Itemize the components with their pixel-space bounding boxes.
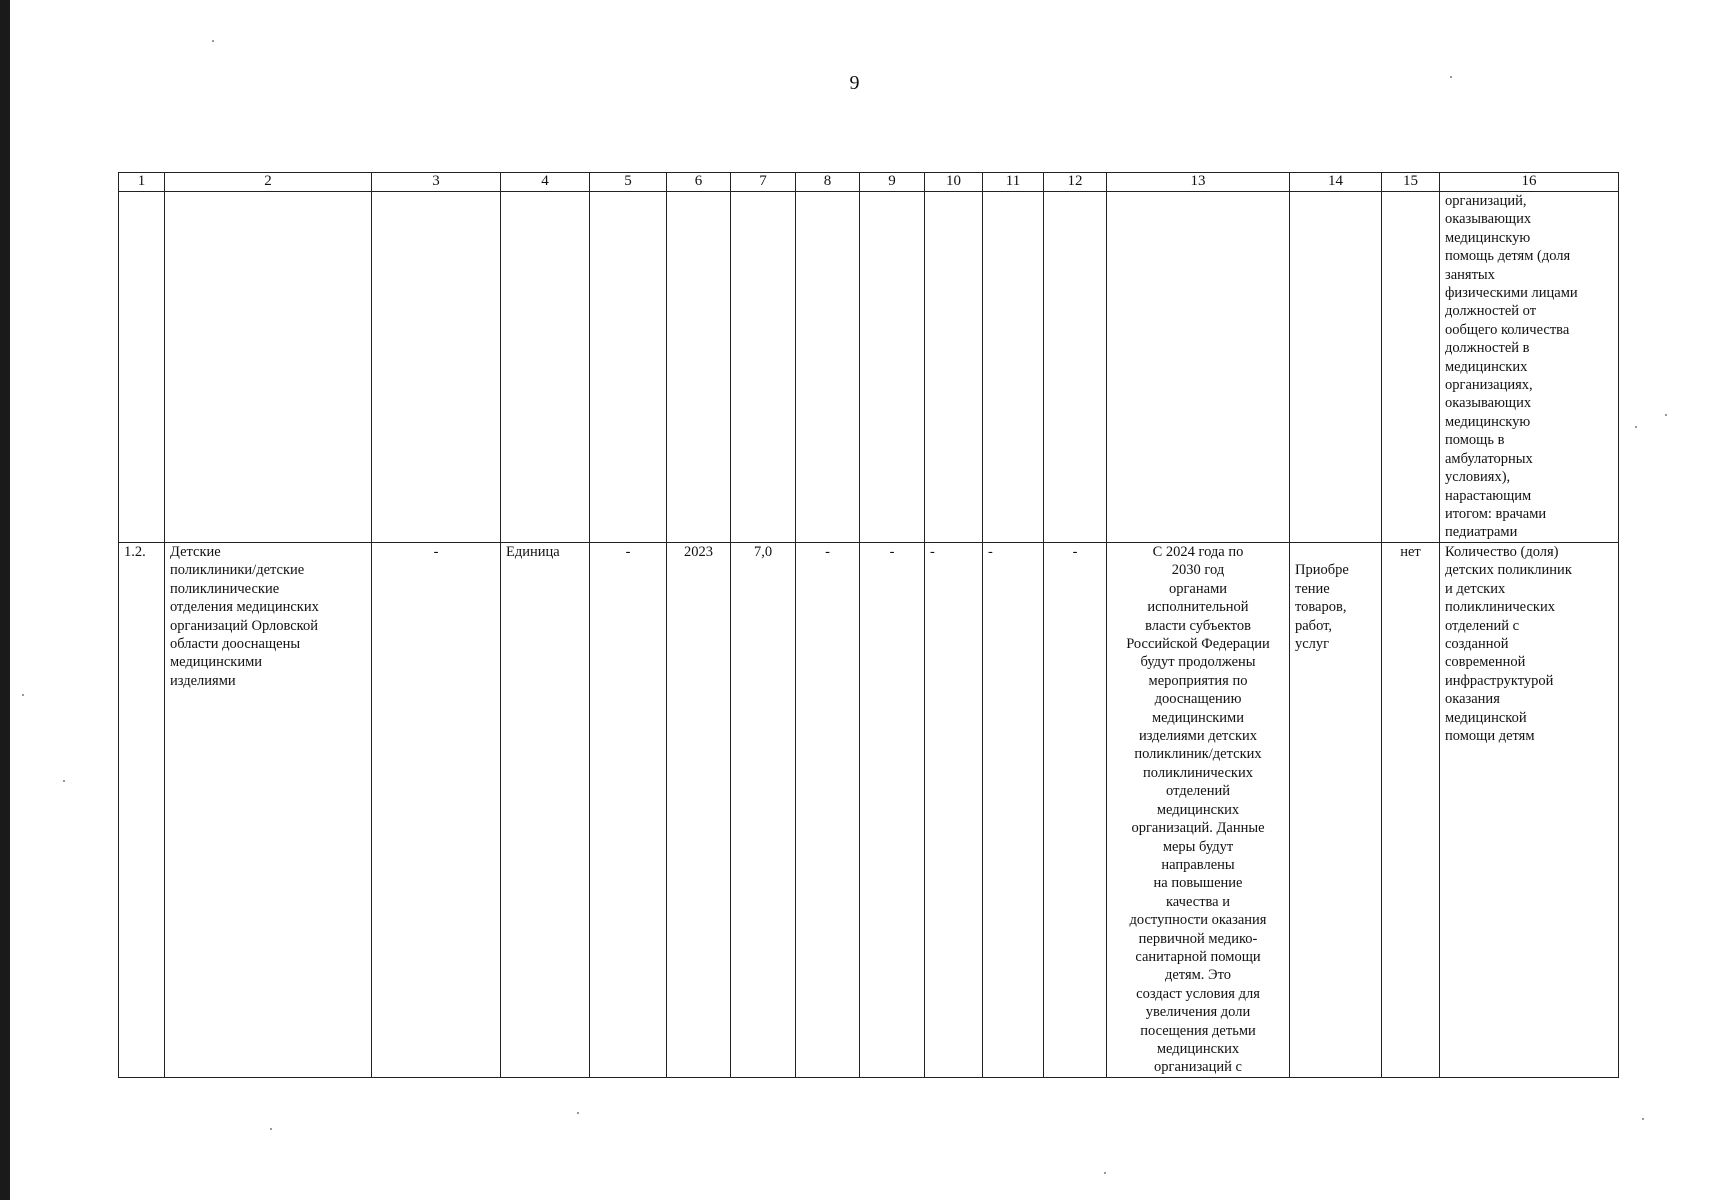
- column-number-row: [119, 173, 1619, 192]
- header-col-13: 13: [1107, 173, 1290, 192]
- scan-speck: [63, 780, 65, 782]
- cell: [1044, 192, 1107, 543]
- scan-speck: [270, 1128, 272, 1130]
- result-characteristic-cell: С 2024 года по 2030 год органами исполнительной власти субъектов Российской Федерации будут продолжены мероприятия по дооснащению медицинскими изделиями детских поликлиник/детских поликлинических отделений медицинских организаций. Данные меры будут направлены на повышение качества и доступности оказания первичной медико- санитарной помощи детям. Это создаст условия для увеличения доли посещения детьми медицинских организаций с: [1107, 543, 1290, 1078]
- header-col-12: 12: [1044, 173, 1107, 192]
- value-cell: -: [590, 543, 667, 1078]
- header-col-7: 7: [731, 173, 796, 192]
- cell: [165, 192, 372, 543]
- scan-speck: [1635, 426, 1637, 428]
- value-cell: -: [796, 543, 860, 1078]
- value-cell: -: [983, 543, 1044, 1078]
- header-col-5: 5: [590, 173, 667, 192]
- value-cell: -: [372, 543, 501, 1078]
- scan-speck: [1104, 1172, 1106, 1174]
- scan-speck: [212, 40, 214, 42]
- indicator-description-cell: организаций, оказывающих медицинскую помощь детям (доля занятых физическими лицами должностей от ообщего количества должностей в медицинских организациях, оказывающих медицинскую помощь в амбулаторных условиях), нарастающим итогом: врачами педиатрами: [1440, 192, 1619, 543]
- row-number-cell: 1.2.: [119, 543, 165, 1078]
- table-row-continuation: [119, 192, 1619, 543]
- cell: [1382, 192, 1440, 543]
- cell: [860, 192, 925, 543]
- table-row-1-2: [119, 543, 1619, 1078]
- header-col-15: 15: [1382, 173, 1440, 192]
- scan-speck: [577, 1112, 579, 1114]
- scan-left-edge: [0, 0, 10, 1200]
- cell: [925, 192, 983, 543]
- header-col-8: 8: [796, 173, 860, 192]
- value-cell: -: [1044, 543, 1107, 1078]
- cell: [731, 192, 796, 543]
- cell: [667, 192, 731, 543]
- result-type-cell: Приобре тение товаров, работ, услуг: [1290, 543, 1382, 1078]
- scan-speck: [1665, 414, 1667, 416]
- scan-speck: [22, 694, 24, 696]
- scan-speck: [1642, 1118, 1644, 1120]
- cell: [501, 192, 590, 543]
- header-col-6: 6: [667, 173, 731, 192]
- scan-speck: [1450, 76, 1452, 78]
- value-cell: -: [860, 543, 925, 1078]
- cell: [1107, 192, 1290, 543]
- cell: [590, 192, 667, 543]
- header-col-16: 16: [1440, 173, 1619, 192]
- value-cell: -: [925, 543, 983, 1078]
- cell: [1290, 192, 1382, 543]
- unit-cell: Единица: [501, 543, 590, 1078]
- header-col-10: 10: [925, 173, 983, 192]
- header-col-9: 9: [860, 173, 925, 192]
- header-col-3: 3: [372, 173, 501, 192]
- cell: [796, 192, 860, 543]
- header-col-11: 11: [983, 173, 1044, 192]
- result-name-cell: Детские поликлиники/детские поликлинические отделения медицинских организаций Орловской области дооснащены медицинскими изделиями: [165, 543, 372, 1078]
- header-col-1: 1: [119, 173, 165, 192]
- cell: [372, 192, 501, 543]
- base-year-cell: 2023: [667, 543, 731, 1078]
- plan-table: [118, 172, 1619, 1078]
- header-col-4: 4: [501, 173, 590, 192]
- flag-cell: нет: [1382, 543, 1440, 1078]
- indicator-description-cell: Количество (доля) детских поликлиник и детских поликлинических отделений с созданной современной инфраструктурой оказания медицинской помощи детям: [1440, 543, 1619, 1078]
- cell: [983, 192, 1044, 543]
- base-value-cell: 7,0: [731, 543, 796, 1078]
- page-number: 9: [849, 72, 860, 94]
- header-col-2: 2: [165, 173, 372, 192]
- header-col-14: 14: [1290, 173, 1382, 192]
- cell: [119, 192, 165, 543]
